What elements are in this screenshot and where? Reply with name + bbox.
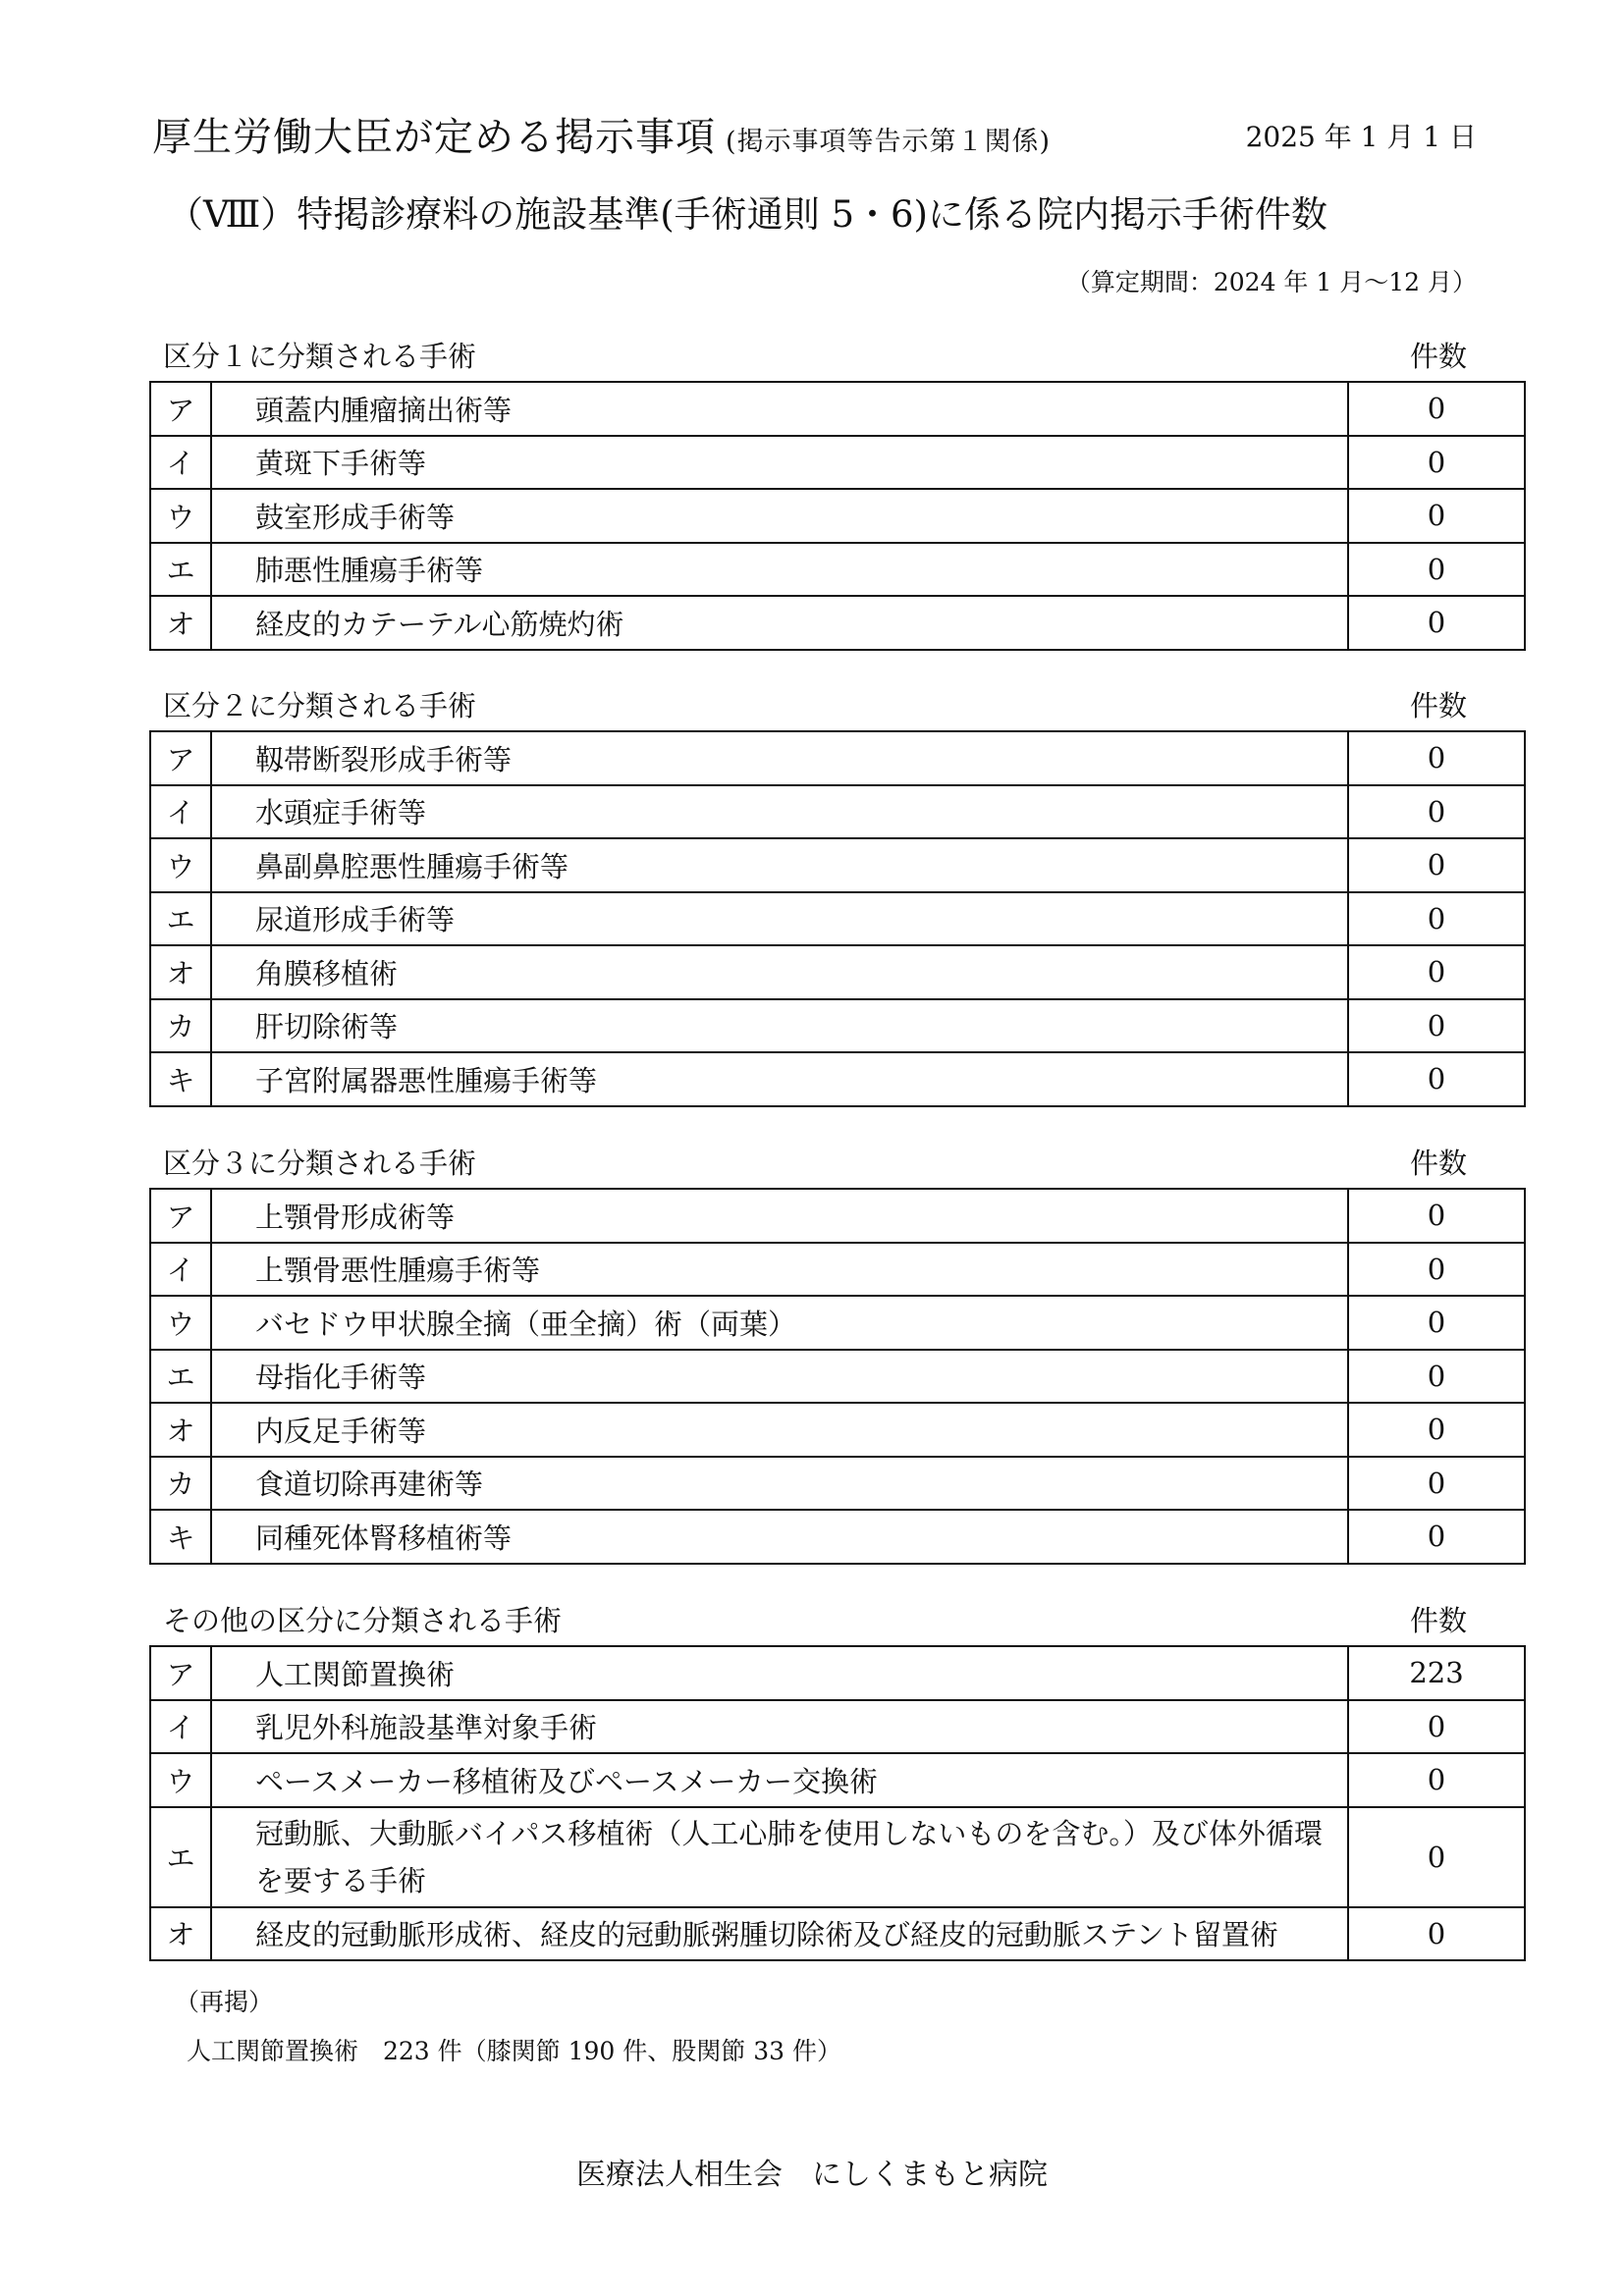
calculation-period: （算定期間：2024 年 1 月～12 月） bbox=[1065, 268, 1477, 296]
row-key: ア bbox=[150, 731, 211, 785]
section-label: その他の区分に分類される手術 bbox=[163, 1604, 563, 1637]
count-header: 件数 bbox=[1409, 1604, 1467, 1637]
table-row bbox=[150, 596, 1525, 650]
row-key: イ bbox=[150, 436, 211, 490]
table-row bbox=[150, 1189, 1525, 1243]
surgery-name: 人工関節置換術 bbox=[211, 1646, 1348, 1700]
surgery-count: 0 bbox=[1348, 838, 1525, 892]
table-row bbox=[150, 1510, 1525, 1564]
surgery-count: 0 bbox=[1348, 1052, 1525, 1106]
row-key: オ bbox=[150, 1403, 211, 1457]
table-row bbox=[150, 731, 1525, 785]
row-key: イ bbox=[150, 785, 211, 839]
page-subtitle: （Ⅷ）特掲診療料の施設基準(手術通則 5・6)に係る院内掲示手術件数 bbox=[167, 193, 1327, 236]
surgery-table bbox=[149, 381, 1526, 651]
table-row bbox=[150, 1052, 1525, 1106]
surgery-name: 経皮的冠動脈形成術、経皮的冠動脈粥腫切除術及び経皮的冠動脈ステント留置術 bbox=[211, 1907, 1348, 1961]
section-header bbox=[149, 338, 1526, 381]
row-key: ウ bbox=[150, 1296, 211, 1350]
page-title bbox=[152, 106, 1051, 162]
row-key: イ bbox=[150, 1700, 211, 1754]
surgery-name: 肺悪性腫瘍手術等 bbox=[211, 543, 1348, 597]
surgery-name: バセドウ甲状腺全摘（亜全摘）術（両葉） bbox=[211, 1296, 1348, 1350]
surgery-name: 黄斑下手術等 bbox=[211, 436, 1348, 490]
surgery-count: 0 bbox=[1348, 1350, 1525, 1404]
table-row bbox=[150, 1296, 1525, 1350]
row-key: イ bbox=[150, 1243, 211, 1297]
table-row bbox=[150, 892, 1525, 946]
table-row bbox=[150, 999, 1525, 1053]
surgery-name: 尿道形成手術等 bbox=[211, 892, 1348, 946]
surgery-count: 0 bbox=[1348, 945, 1525, 999]
surgery-count: 0 bbox=[1348, 892, 1525, 946]
surgery-name: 内反足手術等 bbox=[211, 1403, 1348, 1457]
section-header bbox=[149, 687, 1526, 730]
section-label: 区分２に分類される手術 bbox=[163, 689, 477, 722]
section-category-1 bbox=[149, 338, 1526, 651]
surgery-table bbox=[149, 730, 1526, 1107]
table-row bbox=[150, 543, 1525, 597]
table-row bbox=[150, 785, 1525, 839]
surgery-count: 0 bbox=[1348, 1243, 1525, 1297]
table-row bbox=[150, 1753, 1525, 1807]
row-key: ウ bbox=[150, 489, 211, 543]
surgery-count: 0 bbox=[1348, 1403, 1525, 1457]
row-key: ウ bbox=[150, 838, 211, 892]
table-row bbox=[150, 1700, 1525, 1754]
table-row bbox=[150, 382, 1525, 436]
count-header: 件数 bbox=[1409, 1147, 1467, 1180]
row-key: オ bbox=[150, 1907, 211, 1961]
surgery-count: 0 bbox=[1348, 999, 1525, 1053]
table-row bbox=[150, 838, 1525, 892]
hospital-name: 医療法人相生会 にしくまもと病院 bbox=[576, 2158, 1048, 2192]
surgery-count: 223 bbox=[1348, 1646, 1525, 1700]
row-key: ア bbox=[150, 1646, 211, 1700]
section-label: 区分３に分類される手術 bbox=[163, 1147, 477, 1180]
surgery-name: 肝切除術等 bbox=[211, 999, 1348, 1053]
section-header bbox=[149, 1145, 1526, 1188]
table-body bbox=[150, 1646, 1525, 1960]
table-row bbox=[150, 1403, 1525, 1457]
row-key: オ bbox=[150, 945, 211, 999]
surgery-count: 0 bbox=[1348, 1510, 1525, 1564]
section-label: 区分１に分類される手術 bbox=[163, 340, 477, 373]
row-key: カ bbox=[150, 999, 211, 1053]
surgery-name: 同種死体腎移植術等 bbox=[211, 1510, 1348, 1564]
surgery-name: 子宮附属器悪性腫瘍手術等 bbox=[211, 1052, 1348, 1106]
surgery-name: 靱帯断裂形成手術等 bbox=[211, 731, 1348, 785]
surgery-count: 0 bbox=[1348, 1807, 1525, 1907]
surgery-table bbox=[149, 1645, 1526, 1961]
row-key: エ bbox=[150, 892, 211, 946]
table-body bbox=[150, 731, 1525, 1106]
surgery-count: 0 bbox=[1348, 1457, 1525, 1511]
row-key: ウ bbox=[150, 1753, 211, 1807]
row-key: ア bbox=[150, 382, 211, 436]
surgery-count: 0 bbox=[1348, 382, 1525, 436]
surgery-name: 角膜移植術 bbox=[211, 945, 1348, 999]
table-row bbox=[150, 489, 1525, 543]
surgery-count: 0 bbox=[1348, 1907, 1525, 1961]
surgery-name: 水頭症手術等 bbox=[211, 785, 1348, 839]
table-body bbox=[150, 382, 1525, 650]
surgery-count: 0 bbox=[1348, 436, 1525, 490]
surgery-name: 上顎骨形成術等 bbox=[211, 1189, 1348, 1243]
row-key: キ bbox=[150, 1510, 211, 1564]
row-key: エ bbox=[150, 1350, 211, 1404]
row-key: ア bbox=[150, 1189, 211, 1243]
table-row bbox=[150, 1807, 1525, 1907]
surgery-count: 0 bbox=[1348, 1700, 1525, 1754]
surgery-count: 0 bbox=[1348, 1753, 1525, 1807]
title-note: (掲示事項等告示第１関係) bbox=[726, 127, 1052, 157]
surgery-name: 冠動脈、大動脈バイパス移植術（人工心肺を使用しないものを含む。）及び体外循環を要する手術 bbox=[211, 1807, 1348, 1907]
surgery-name: 母指化手術等 bbox=[211, 1350, 1348, 1404]
surgery-name: 食道切除再建術等 bbox=[211, 1457, 1348, 1511]
table-row bbox=[150, 436, 1525, 490]
section-category-3 bbox=[149, 1145, 1526, 1565]
section-category-2 bbox=[149, 687, 1526, 1107]
table-row bbox=[150, 1646, 1525, 1700]
table-row bbox=[150, 1243, 1525, 1297]
surgery-count: 0 bbox=[1348, 785, 1525, 839]
surgery-table bbox=[149, 1188, 1526, 1565]
repost-label: （再掲） bbox=[175, 1988, 274, 2016]
title-text: 厚生労働大臣が定める掲示事項 bbox=[152, 115, 716, 160]
surgery-count: 0 bbox=[1348, 1296, 1525, 1350]
section-category-other bbox=[149, 1602, 1526, 1961]
row-key: エ bbox=[150, 543, 211, 597]
repost-detail: 人工関節置換術 223 件（膝関節 190 件、股関節 33 件） bbox=[187, 2037, 841, 2065]
row-key: オ bbox=[150, 596, 211, 650]
surgery-count: 0 bbox=[1348, 731, 1525, 785]
row-key: エ bbox=[150, 1807, 211, 1907]
row-key: キ bbox=[150, 1052, 211, 1106]
table-row bbox=[150, 1907, 1525, 1961]
table-row bbox=[150, 1350, 1525, 1404]
count-header: 件数 bbox=[1409, 689, 1467, 722]
surgery-name: 乳児外科施設基準対象手術 bbox=[211, 1700, 1348, 1754]
surgery-name: 上顎骨悪性腫瘍手術等 bbox=[211, 1243, 1348, 1297]
surgery-name: ペースメーカー移植術及びペースメーカー交換術 bbox=[211, 1753, 1348, 1807]
count-header: 件数 bbox=[1409, 340, 1467, 373]
table-body bbox=[150, 1189, 1525, 1564]
surgery-name: 鼓室形成手術等 bbox=[211, 489, 1348, 543]
table-row bbox=[150, 945, 1525, 999]
issue-date: 2025 年 1 月 1 日 bbox=[1245, 121, 1477, 153]
surgery-count: 0 bbox=[1348, 1189, 1525, 1243]
surgery-name: 鼻副鼻腔悪性腫瘍手術等 bbox=[211, 838, 1348, 892]
surgery-name: 頭蓋内腫瘤摘出術等 bbox=[211, 382, 1348, 436]
section-header bbox=[149, 1602, 1526, 1645]
surgery-name: 経皮的カテーテル心筋焼灼術 bbox=[211, 596, 1348, 650]
surgery-count: 0 bbox=[1348, 596, 1525, 650]
surgery-count: 0 bbox=[1348, 543, 1525, 597]
surgery-count: 0 bbox=[1348, 489, 1525, 543]
row-key: カ bbox=[150, 1457, 211, 1511]
table-row bbox=[150, 1457, 1525, 1511]
